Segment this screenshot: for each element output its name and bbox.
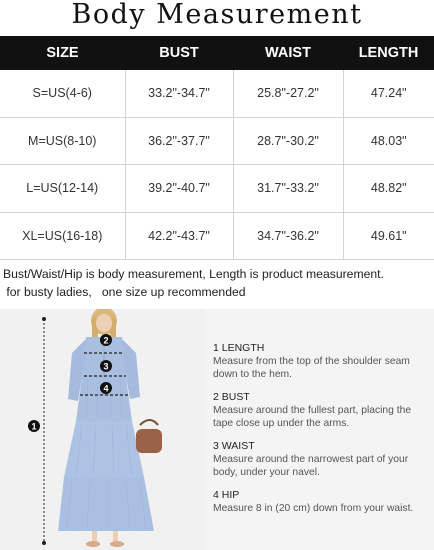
cell-size: XL=US(16-18) [0,212,125,260]
cell-bust: 36.2"-37.7" [125,117,233,165]
table-row [0,70,434,117]
instruction-hip-title: 4 HIP [213,489,240,501]
marker-waist-label: 3 [103,361,109,372]
page-title: Body Measurement [71,0,363,30]
instruction-hip-desc: Measure 8 in (20 cm) down from your waist. [213,503,414,514]
marker-hip-label: 4 [103,383,109,394]
cell-bust: 33.2"-34.7" [125,70,233,117]
instruction-waist-title: 3 WAIST [213,440,255,452]
header-waist: WAIST [233,36,343,70]
marker-bust-label: 2 [103,335,109,346]
instruction-bust-desc: Measure around the fullest part, placing the tape close up under the arms. [213,405,412,429]
cell-length: 48.03" [343,117,434,165]
marker-length-label: 1 [31,421,37,432]
instruction-bust-title: 2 BUST [213,391,250,403]
header-bust: BUST [125,36,233,70]
cell-size: S=US(4-6) [0,70,125,117]
cell-size: L=US(12-14) [0,165,125,213]
table-row [0,212,434,260]
table-row [0,165,434,213]
size-chart-table [0,36,434,260]
skirt-tier-2 [64,421,144,477]
measurement-note: Bust/Waist/Hip is body measurement, Length is product measurement. [3,267,384,281]
instruction-length-title: 1 LENGTH [213,342,265,354]
cell-length: 48.82" [343,165,434,213]
instruction-length-desc: Measure from the top of the shoulder seam down to the hem. [213,356,410,380]
cell-waist: 34.7"-36.2" [233,212,343,260]
skirt-tier-3 [58,477,154,531]
cell-waist: 31.7"-33.2" [233,165,343,213]
cell-length: 47.24" [343,70,434,117]
face [96,314,112,332]
cell-length: 49.61" [343,212,434,260]
table-header-row [0,36,434,70]
dress-illustration [0,309,204,550]
cell-waist: 28.7"-30.2" [233,117,343,165]
instruction-waist-desc: Measure around the narrowest part of your body, under your navel. [213,454,409,478]
cell-bust: 42.2"-43.7" [125,212,233,260]
header-size: SIZE [0,36,125,70]
cell-bust: 39.2"-40.7" [125,165,233,213]
cell-waist: 25.8"-27.2" [233,70,343,117]
table-row [0,117,434,165]
header-length: LENGTH [343,36,434,70]
handbag [136,429,162,453]
measurement-instructions [204,309,434,550]
dress-diagram [0,309,204,550]
sizing-tip: for busty ladies, one size up recommended [3,285,246,299]
cell-size: M=US(8-10) [0,117,125,165]
